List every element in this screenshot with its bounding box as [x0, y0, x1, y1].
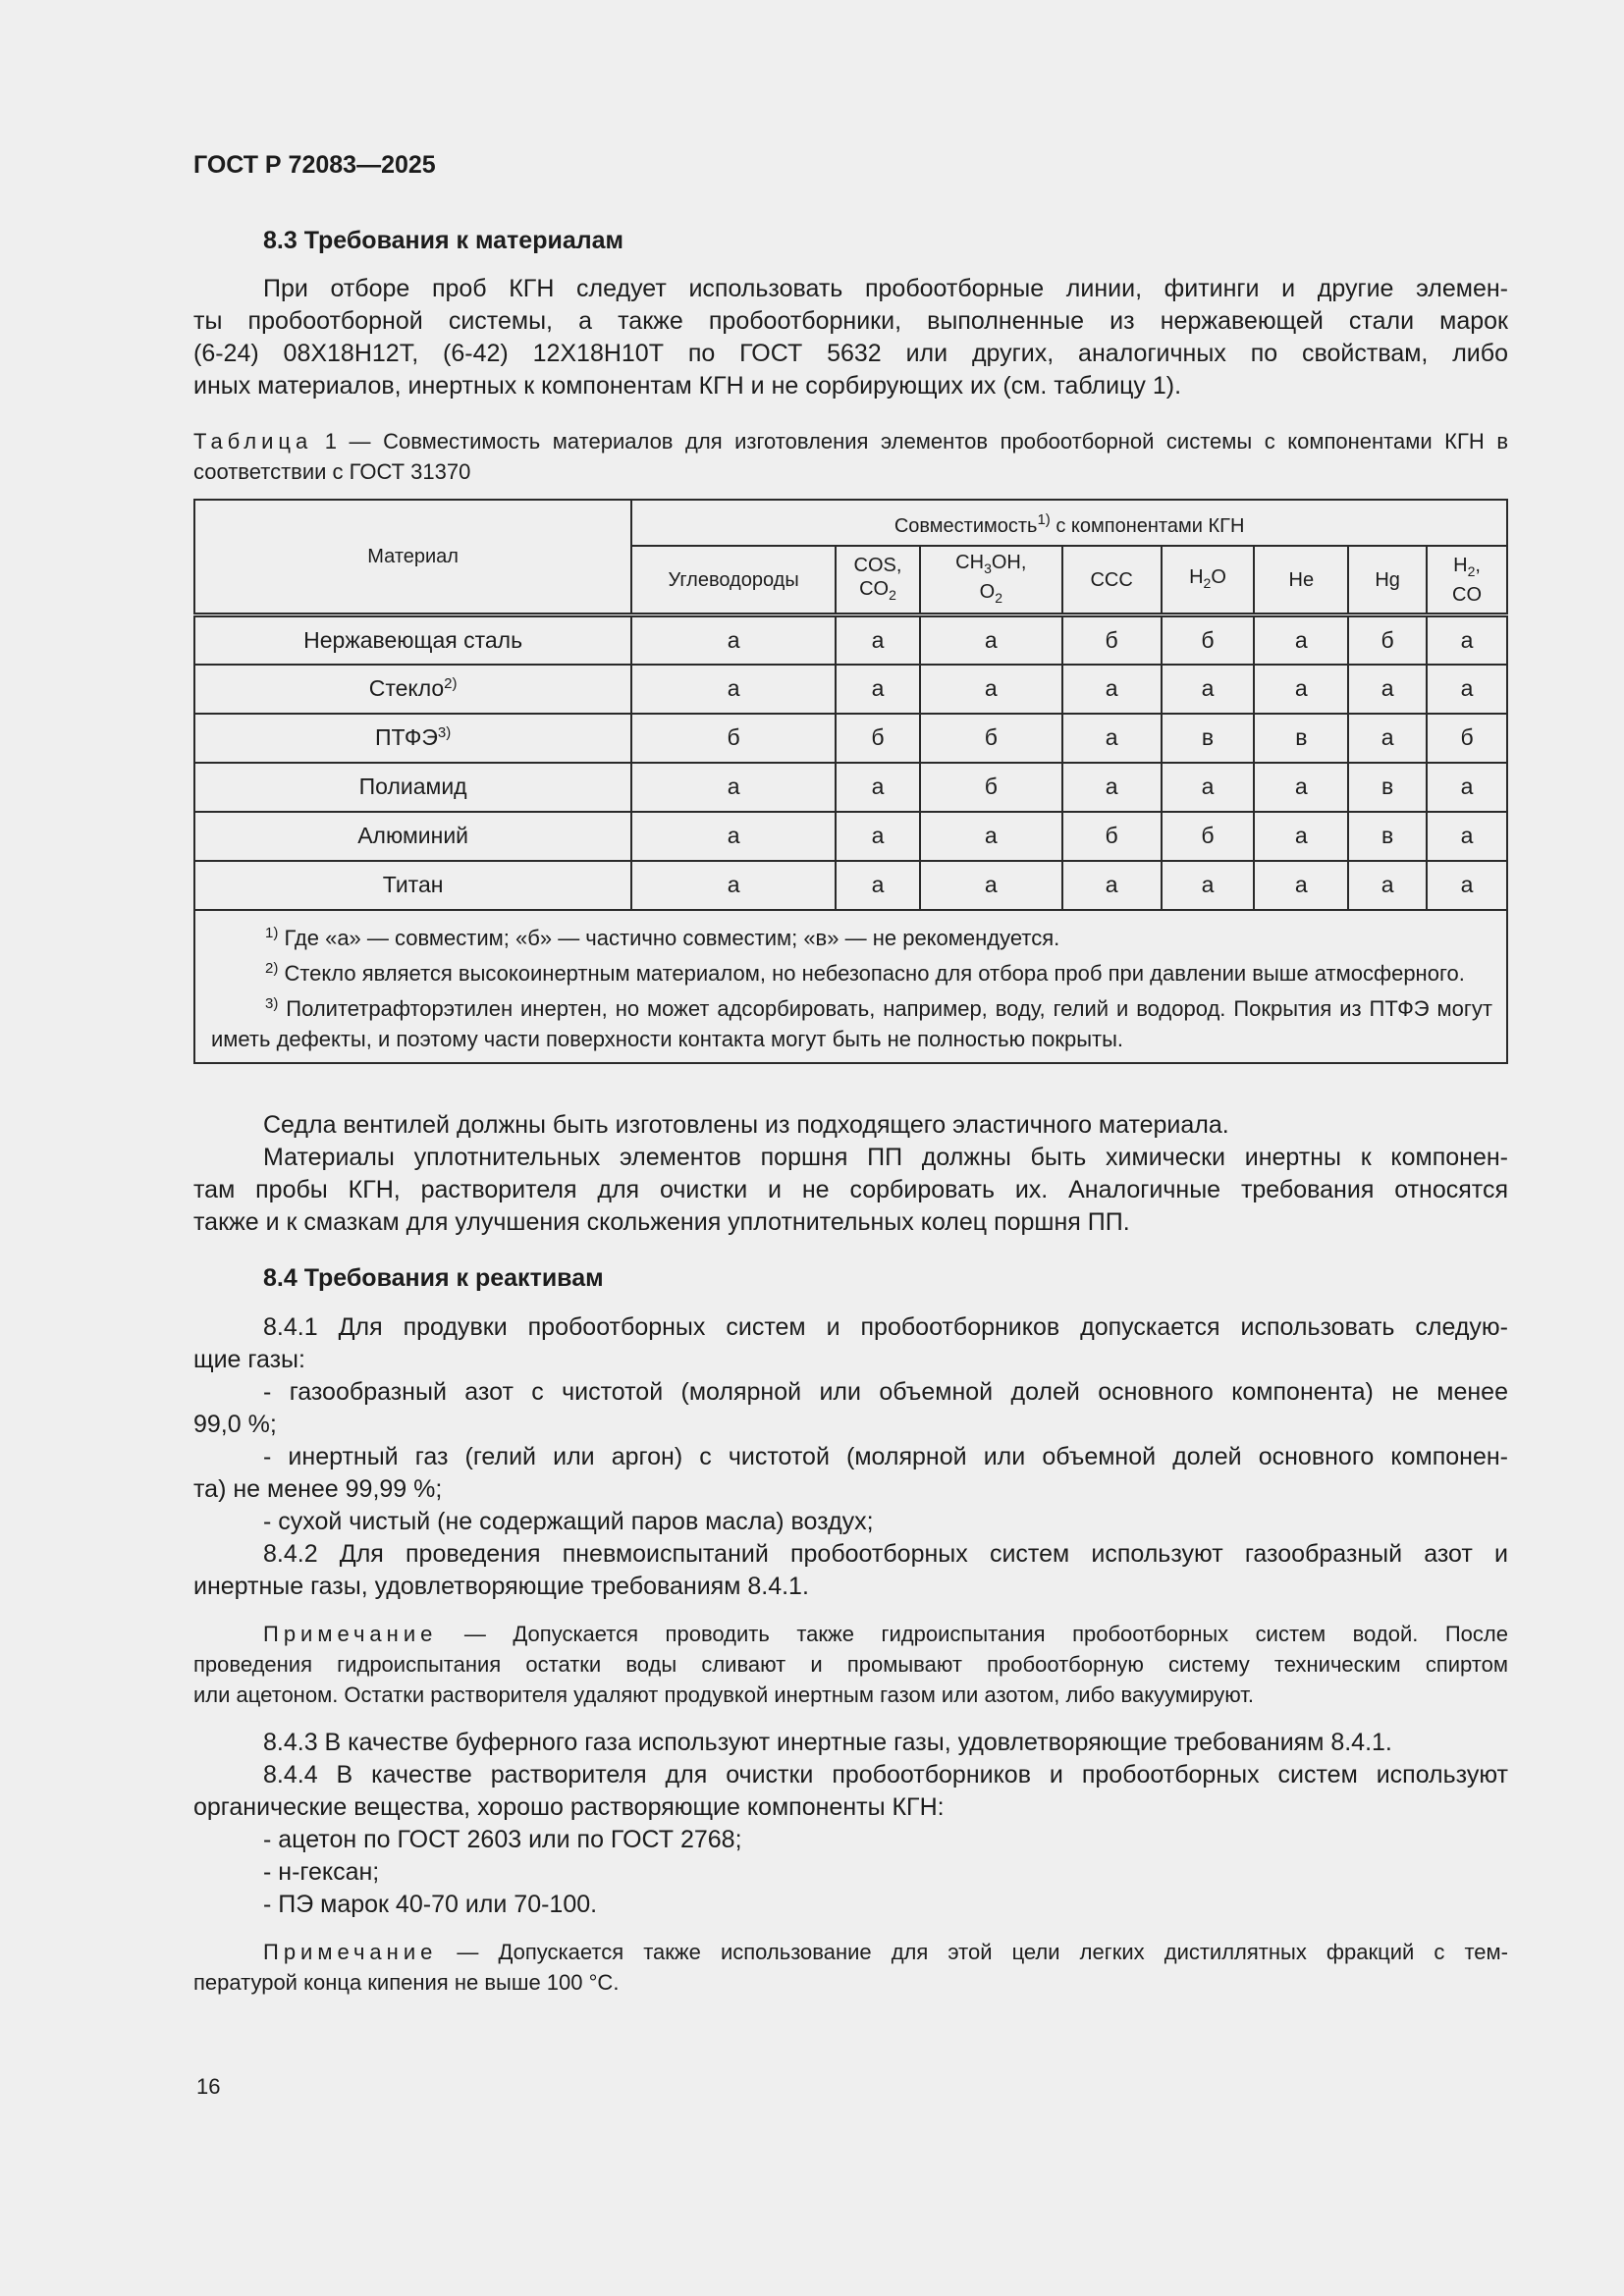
table-row: [194, 812, 1507, 861]
table-cell: а: [1254, 665, 1348, 714]
table-footnotes: [194, 910, 1507, 1063]
material-name: Стекло: [368, 675, 445, 701]
text-line: - газообразный азот с чистотой (молярной или объемной долей основного компонента) не менее: [263, 1378, 1508, 1406]
text-line: там пробы КГН, растворителя для очистки и не сорбировать их. Аналогичные требования относятся: [193, 1176, 1508, 1203]
compatibility-table: [193, 499, 1508, 1064]
section-8-3-title: 8.3 Требования к материалам: [263, 227, 624, 254]
table-cell: а: [631, 763, 836, 812]
table-cell: а: [1254, 861, 1348, 910]
material-name: Полиамид: [358, 774, 467, 799]
table-cell: а: [1162, 763, 1255, 812]
table-cell: а: [1427, 812, 1507, 861]
table-cell: в: [1348, 812, 1427, 861]
paragraph-8-4-4: [193, 1759, 1508, 1921]
section-8-3-paragraph: [193, 273, 1508, 402]
text-line: проведения гидроиспытания остатки воды сливают и промывают пробоотборную систему техническим спиртом: [193, 1652, 1508, 1677]
table-row: [194, 615, 1507, 665]
table-row: [194, 665, 1507, 714]
seal-materials-paragraph: [193, 1142, 1508, 1239]
valve-seats-paragraph: Седла вентилей должны быть изготовлены из подходящего эластичного материала.: [263, 1111, 1229, 1139]
table-cell: а: [836, 665, 920, 714]
list-item: - н-гексан;: [263, 1858, 380, 1886]
table-cell: б: [1427, 714, 1507, 763]
table-cell: б: [1062, 812, 1162, 861]
header-compat-rest: с компонентами КГН: [1050, 514, 1245, 537]
table-cell: а: [1427, 861, 1507, 910]
header-compatibility: [631, 500, 1507, 546]
table-cell: а: [1062, 665, 1162, 714]
table-cell: а: [836, 812, 920, 861]
table-cell: а: [631, 615, 836, 665]
footnote-ref: 3): [437, 724, 452, 741]
table-cell: а: [1427, 763, 1507, 812]
subscript: 2: [889, 586, 896, 603]
note-text: — Допускается проводить также гидроиспытания пробоотборных систем водой. После: [437, 1622, 1508, 1646]
paragraph-8-4-3: 8.4.3 В качестве буферного газа используют инертные газы, удовлетворяющие требованиям 8.4.1.: [263, 1729, 1392, 1756]
text-line: [193, 1619, 1508, 1649]
note-label: Примечание: [263, 1940, 438, 1964]
col-h2o: [1162, 546, 1255, 615]
material-name: Нержавеющая сталь: [303, 626, 523, 653]
table-cell: а: [836, 861, 920, 910]
col-he: He: [1254, 546, 1348, 615]
col-text: H: [1453, 554, 1468, 576]
col-text: H: [1189, 565, 1204, 588]
text-line: иных материалов, инертных к компонентам КГН и не сорбирующих их (см. таблицу 1).: [193, 372, 1182, 400]
footnote-ref: 2): [444, 675, 458, 692]
table-cell: а: [1162, 665, 1255, 714]
text-line: 8.4.2 Для проведения пневмоиспытаний пробоотборных систем используют газообразный азот и: [263, 1540, 1508, 1568]
subscript: 2: [1203, 574, 1212, 591]
page-number: 16: [196, 2074, 221, 2099]
col-ccc: CCC: [1062, 546, 1162, 615]
text-line: ты пробоотборной системы, а также пробоотборники, выполненные из нержавеющей стали марок: [193, 307, 1508, 335]
subscript: 3: [984, 560, 992, 576]
footnote-text: Где «а» — совместим; «б» — частично совместим; «в» — не рекомендуется.: [278, 925, 1060, 950]
col-text: CH: [955, 551, 985, 573]
text-line: 8.4.4 В качестве растворителя для очистки пробоотборников и пробоотборных систем используют: [263, 1761, 1508, 1789]
text-line: (6-24) 08Х18Н12Т, (6-42) 12Х18Н10Т по ГОСТ 5632 или других, аналогичных по свойствам, либо: [193, 340, 1508, 367]
col-cos-co2: [836, 546, 920, 615]
col-text: ,: [1475, 554, 1481, 576]
material-cell: [194, 665, 631, 714]
table-cell: а: [1162, 861, 1255, 910]
footnote-text: Политетрафторэтилен инертен, но может адсорбировать, например, воду, гелий и водород. Покрытия из ПТФЭ могут иметь дефекты, и поэтому части поверхности контакта могут быть не полностью покрыты.: [211, 995, 1492, 1051]
table-caption: [193, 426, 1508, 487]
footnote-ref: 1): [1037, 510, 1051, 528]
material-cell: [194, 763, 631, 812]
table-cell: в: [1162, 714, 1255, 763]
text-line: инертные газы, удовлетворяющие требованиям 8.4.1.: [193, 1573, 809, 1600]
col-ch3oh-o2: [920, 546, 1062, 615]
section-8-4-title: 8.4 Требования к реактивам: [263, 1264, 604, 1292]
footnote-2: [211, 953, 1492, 988]
footnote-mark: 3): [265, 994, 279, 1012]
table-cell: а: [1427, 615, 1507, 665]
table-cell: а: [1427, 665, 1507, 714]
text-line: - сухой чистый (не содержащий паров масла) воздух;: [263, 1508, 874, 1535]
col-text: CO: [1452, 583, 1483, 606]
material-name: ПТФЭ: [375, 724, 438, 750]
table-cell: а: [1254, 812, 1348, 861]
table-cell: б: [631, 714, 836, 763]
col-hg: Hg: [1348, 546, 1427, 615]
table-cell: б: [920, 714, 1062, 763]
table-cell: а: [1062, 714, 1162, 763]
text-line: Материалы уплотнительных элементов поршня ПП должны быть химически инертны к компонен-: [263, 1144, 1508, 1171]
table-cell: а: [631, 812, 836, 861]
footnote-1: [211, 918, 1492, 953]
text-line: 8.4.1 Для продувки пробоотборных систем и пробоотборников допускается использовать следую-: [263, 1313, 1508, 1341]
table-caption-text: 1 — Совместимость материалов для изготовления элементов пробоотборной системы с компонентами КГН в соответствии с ГОСТ 31370: [193, 429, 1508, 484]
col-hydrocarbons: Углеводороды: [631, 546, 836, 615]
text-line: та) не менее 99,99 %;: [193, 1475, 443, 1503]
note-label: Примечание: [263, 1622, 438, 1646]
col-text: OH,: [991, 551, 1027, 573]
material-name: Алюминий: [357, 823, 469, 848]
footnote-mark: 2): [265, 959, 279, 977]
table-cell: а: [836, 763, 920, 812]
header-material: Материал: [194, 500, 631, 615]
text-line: пературой конца кипения не выше 100 °С.: [193, 1970, 620, 1995]
text-line: щие газы:: [193, 1346, 305, 1373]
col-text: O: [979, 580, 996, 603]
table-cell: б: [836, 714, 920, 763]
table-label: Таблица: [193, 429, 313, 454]
col-h2-co: [1427, 546, 1507, 615]
list-item: - ацетон по ГОСТ 2603 или по ГОСТ 2768;: [263, 1826, 742, 1853]
table-cell: б: [920, 763, 1062, 812]
table-cell: а: [920, 861, 1062, 910]
footnote-text: Стекло является высокоинертным материалом, но небезопасно для отбора проб при давлении выше атмосферного.: [278, 960, 1465, 986]
note-text: — Допускается также использование для этой цели легких дистиллятных фракций с тем-: [437, 1940, 1508, 1964]
table-cell: а: [1348, 665, 1427, 714]
paragraph-8-4-1: [193, 1311, 1508, 1603]
subscript: 2: [995, 589, 1002, 606]
table-cell: б: [1062, 615, 1162, 665]
material-cell: [194, 861, 631, 910]
material-cell: [194, 714, 631, 763]
col-text: COS,: [853, 554, 902, 576]
list-item: - ПЭ марок 40-70 или 70-100.: [263, 1891, 598, 1918]
text-line: органические вещества, хорошо растворяющие компоненты КГН:: [193, 1793, 945, 1821]
text-line: При отборе проб КГН следует использовать пробоотборные линии, фитинги и другие элемен-: [263, 275, 1508, 302]
header-compat-text: Совместимость: [893, 514, 1038, 537]
table-cell: б: [1348, 615, 1427, 665]
note-1: [193, 1619, 1508, 1710]
material-name: Титан: [382, 872, 444, 897]
table-cell: а: [1348, 714, 1427, 763]
text-line: также и к смазкам для улучшения скольжения уплотнительных колец поршня ПП.: [193, 1208, 1130, 1236]
table-cell: а: [1062, 861, 1162, 910]
footnote-mark: 1): [265, 924, 279, 941]
table-cell: а: [1254, 615, 1348, 665]
table-row: [194, 763, 1507, 812]
text-line: или ацетоном. Остатки растворителя удаляют продувкой инертным газом или азотом, либо вакуумируют.: [193, 1682, 1254, 1707]
table-cell: в: [1348, 763, 1427, 812]
table-cell: а: [631, 665, 836, 714]
table-cell: а: [920, 812, 1062, 861]
table-row: [194, 861, 1507, 910]
table-row: [194, 714, 1507, 763]
table-cell: а: [1254, 763, 1348, 812]
table-cell: а: [1062, 763, 1162, 812]
material-cell: [194, 615, 631, 665]
document-header: ГОСТ Р 72083—2025: [193, 151, 436, 179]
table-cell: в: [1254, 714, 1348, 763]
subscript: 2: [1467, 562, 1476, 579]
table-cell: а: [920, 615, 1062, 665]
table-cell: а: [631, 861, 836, 910]
table-cell: а: [836, 615, 920, 665]
text-line: 99,0 %;: [193, 1411, 277, 1438]
text-line: [193, 1937, 1508, 1967]
table-cell: а: [920, 665, 1062, 714]
note-2: [193, 1937, 1508, 1998]
text-line: - инертный газ (гелий или аргон) с чистотой (молярной или объемной долей основного компонен-: [263, 1443, 1508, 1470]
table-cell: б: [1162, 812, 1255, 861]
col-text: O: [1211, 565, 1226, 588]
table-cell: б: [1162, 615, 1255, 665]
col-text: CO: [859, 577, 890, 600]
material-cell: [194, 812, 631, 861]
footnote-3: [211, 988, 1492, 1054]
table-cell: а: [1348, 861, 1427, 910]
